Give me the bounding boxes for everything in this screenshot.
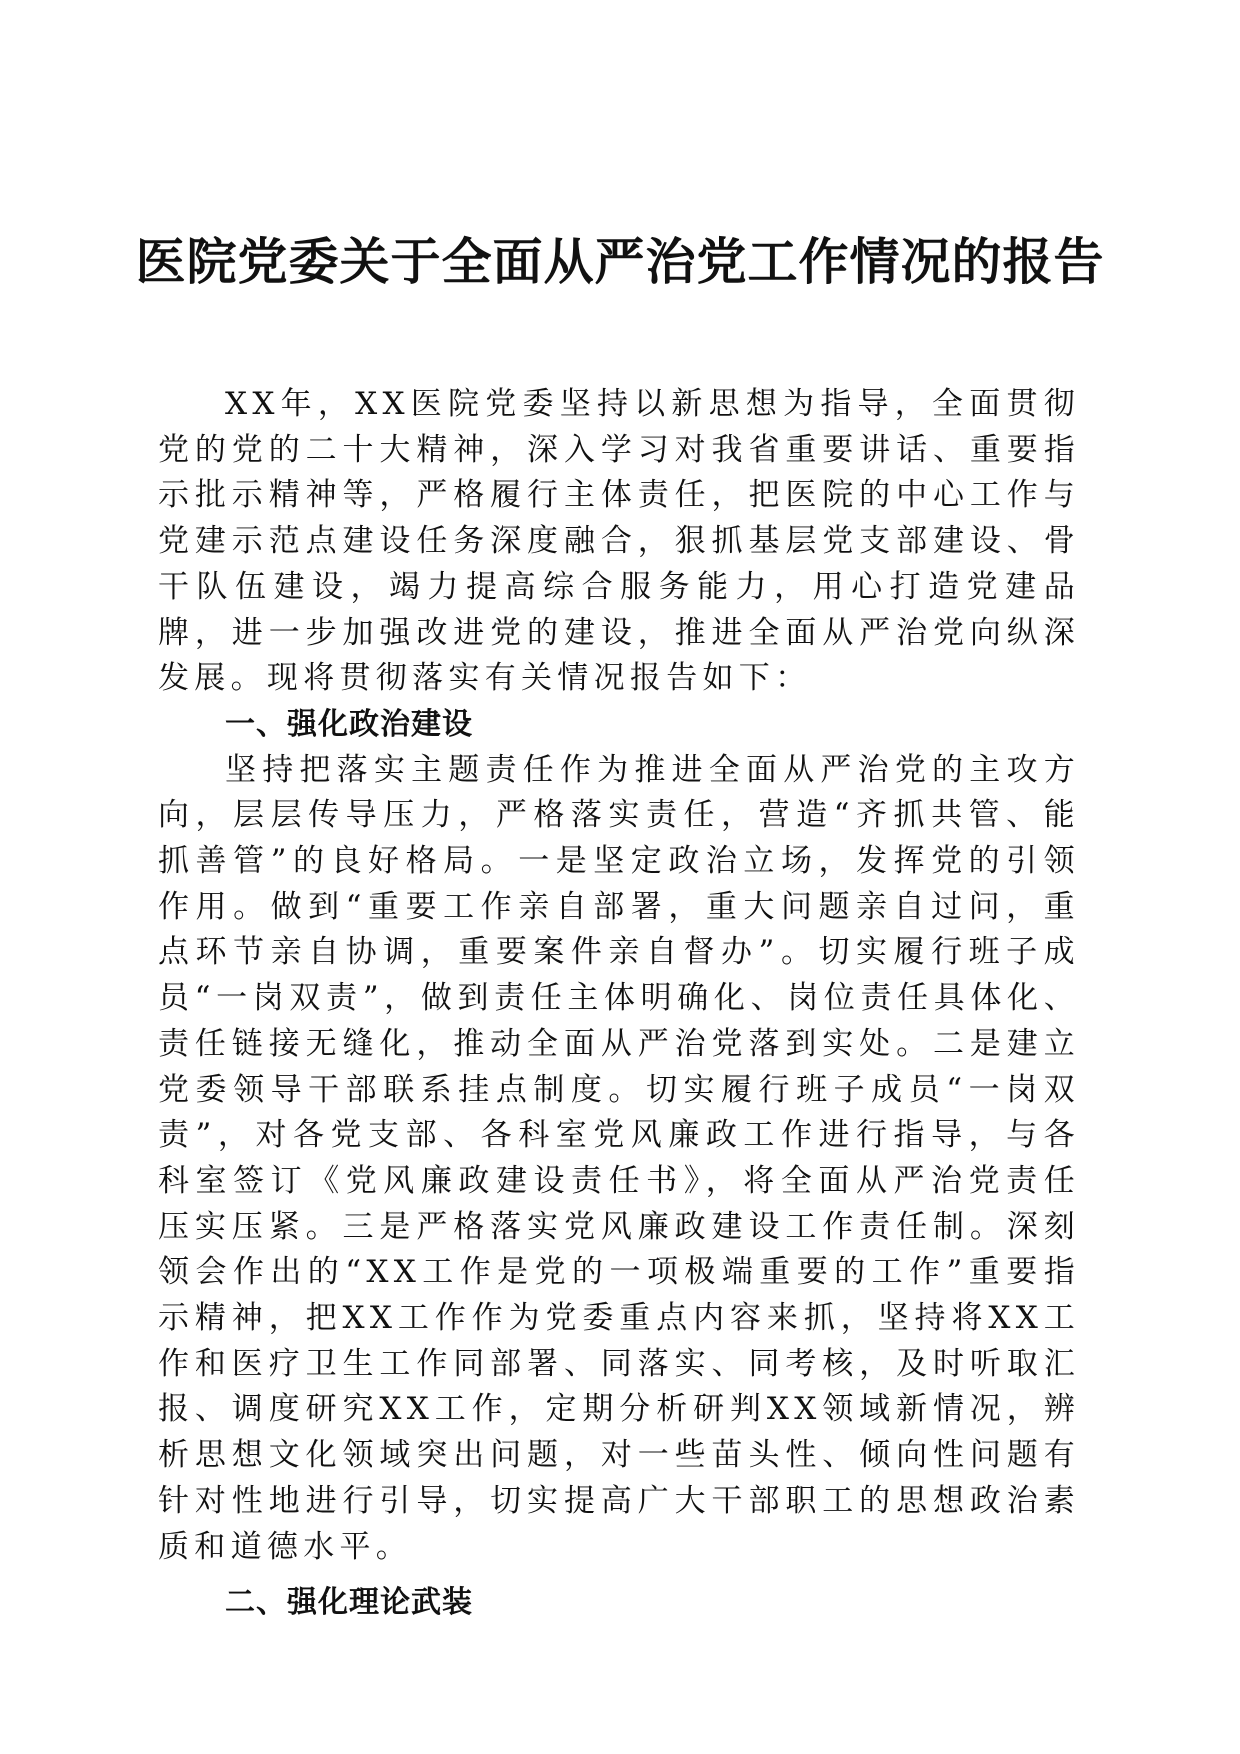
intro-paragraph: XX年，XX医院党委坚持以新思想为指导，全面贯彻党的党的二十大精神，深入学习对我省重要讲话、重要指示批示精神等，严格履行主体责任，把医院的中心工作与党建示范点建设任务深度融合，狠抓基层党支部建设、骨干队伍建设，竭力提高综合服务能力，用心打造党建品牌，进一步加强改进党的建设，推进全面从严治党向纵深发展。现将贯彻落实有关情况报告如下： <box>158 386 1080 697</box>
section-heading-theory-armament: 二、强化理论武装 <box>225 1585 473 1621</box>
document-title: 医院党委关于全面从严治党工作情况的报告 <box>135 232 1105 291</box>
section-heading-political-building: 一、强化政治建设 <box>225 706 473 742</box>
section-paragraph-political-building: 坚持把落实主题责任作为推进全面从严治党的主攻方向，层层传导压力，严格落实责任，营造“齐抓共管、能抓善管”的良好格局。一是坚定政治立场，发挥党的引领作用。做到“重要工作亲自部署，重大问题亲自过问，重点环节亲自协调，重要案件亲自督办”。切实履行班子成员“一岗双责”，做到责任主体明确化、岗位责任具体化、责任链接无缝化，推动全面从严治党落到实处。二是建立党委领导干部联系挂点制度。切实履行班子成员“一岗双责”，对各党支部、各科室党风廉政工作进行指导，与各科室签订《党风廉政建设责任书》，将全面从严治党责任压实压紧。三是严格落实党风廉政建设工作责任制。深刻领会作出的“XX工作是党的一项极端重要的工作”重要指示精神，把XX工作作为党委重点内容来抓，坚持将XX工作和医疗卫生工作同部署、同落实、同考核，及时听取汇报、调度研究XX工作，定期分析研判XX领域新情况，辨析思想文化领域突出问题，对一些苗头性、倾向性问题有针对性地进行引导，切实提高广大干部职工的思想政治素质和道德水平。 <box>158 751 1080 1565</box>
document-body <box>158 382 1080 1626</box>
